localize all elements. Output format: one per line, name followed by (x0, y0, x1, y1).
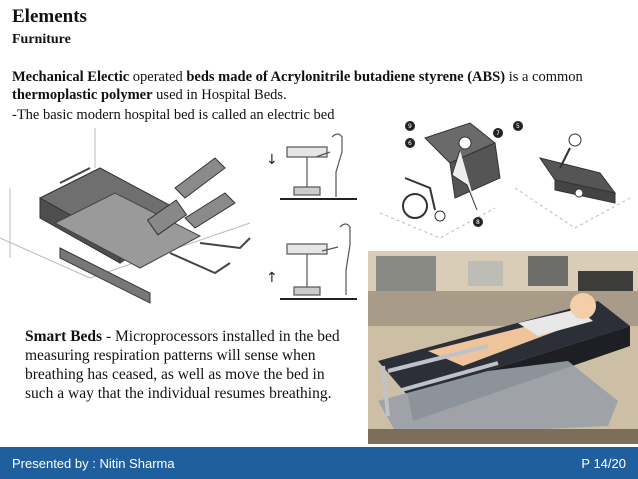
callout-6: 6 (408, 140, 412, 147)
smart-beds-heading: Smart Beds (25, 328, 103, 345)
intro-text-2: is a common (505, 69, 583, 85)
intro-text-1: operated (129, 69, 187, 85)
intro-bold-3: thermoplastic polymer (12, 87, 153, 103)
down-arrow-icon: ↓ (266, 152, 278, 168)
bed-usage-illustrations (370, 118, 632, 248)
page-title: Elements (12, 6, 87, 27)
page-number: P 14/20 (581, 456, 626, 471)
callout-5: 5 (516, 123, 520, 130)
footer-bar (0, 447, 638, 479)
up-arrow-icon: ↑ (266, 270, 278, 286)
mechanical-bed-illustration (0, 128, 265, 328)
intro-bold-2: beds made of Acrylonitrile butadiene styrene (ABS) (186, 69, 506, 85)
presenter-label: Presented by : Nitin Sharma (12, 456, 175, 471)
smart-beds-text: - Microprocessors installed in the bed measuring respiration patterns will sense when breathing has ceased, as well as move the bed in such a way that the individual resumes breathing. (25, 328, 340, 402)
intro-text-3: used in Hospital Beds. (152, 87, 287, 103)
bed-height-diagrams (262, 132, 362, 307)
page-subtitle: Furniture (12, 32, 71, 47)
smart-beds-paragraph (25, 327, 355, 403)
smart-bed-photo (368, 251, 638, 444)
intro-bold-1: Mechanical Electic (12, 69, 130, 85)
callout-7: 7 (496, 130, 500, 137)
callout-9: 9 (408, 123, 412, 130)
callout-8: 8 (476, 219, 480, 226)
electric-bed-line: -The basic modern hospital bed is called an electric bed (12, 107, 335, 123)
intro-paragraph (12, 68, 612, 104)
